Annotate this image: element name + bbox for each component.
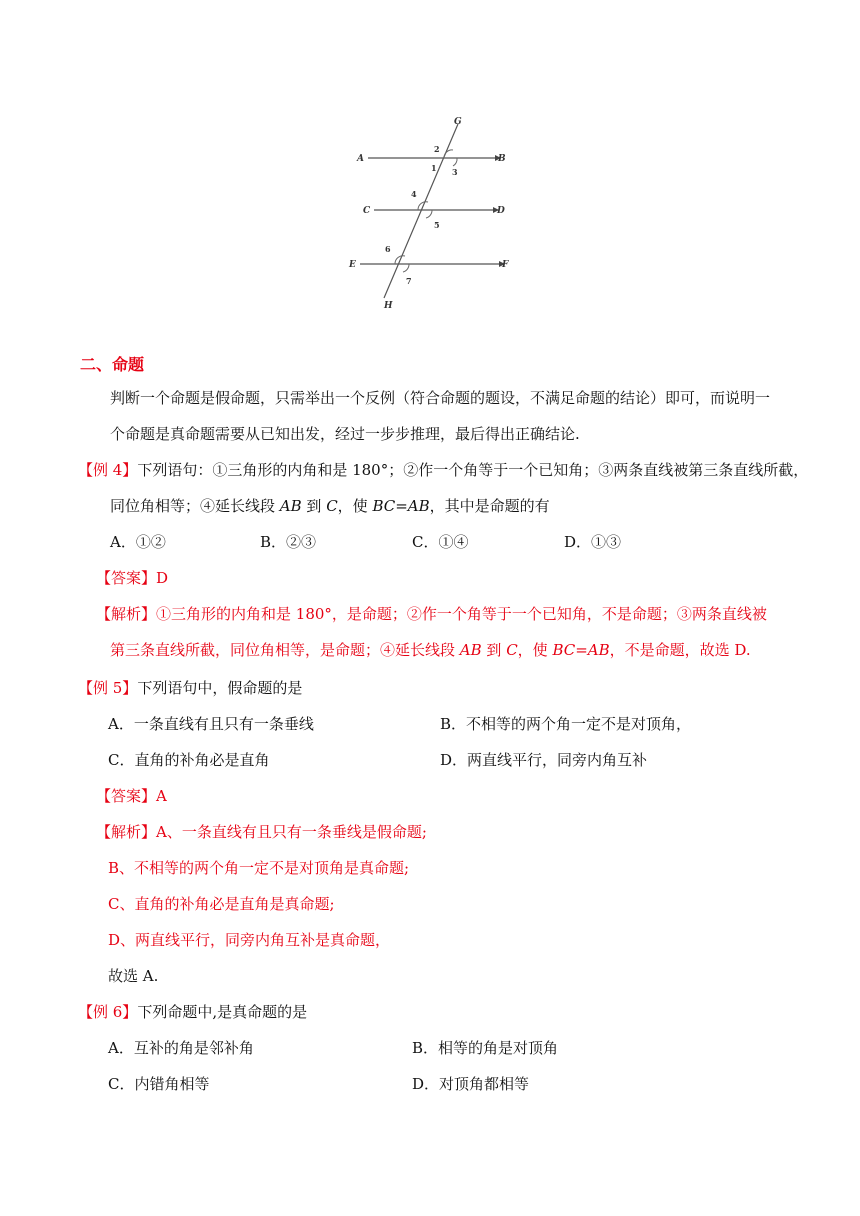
- analysis-tag: 【解析】: [96, 823, 157, 841]
- angle-arc-3: [453, 158, 457, 166]
- analysis-text: A、一条直线有且只有一条垂线是假命题;: [156, 823, 427, 841]
- intro-line-2: 个命题是真命题需要从已知出发，经过一步步推理，最后得出正确结论.: [110, 425, 580, 443]
- example-4-option-b: B．②③: [260, 533, 317, 551]
- example-6-option-a: A．互补的角是邻补角: [108, 1039, 254, 1057]
- example-4-q2-text-2: 到: [301, 497, 327, 515]
- point-label-a: A: [357, 154, 364, 164]
- example-5-conclusion: 故选 A.: [108, 967, 159, 985]
- point-label-c: C: [363, 206, 371, 216]
- example-5-analysis-line-3: C、直角的补角必是直角是真命题;: [108, 895, 335, 913]
- segment-ab: AB: [279, 497, 302, 515]
- example-6-q: 下列命题中,是真命题的是: [137, 1003, 308, 1021]
- example-4-question-line-2: [110, 496, 550, 516]
- angle-arc-7: [403, 264, 409, 272]
- segment-ab: AB: [459, 641, 482, 659]
- point-label-d: D: [497, 206, 505, 216]
- analysis-tag: 【解析】: [96, 605, 157, 623]
- example-6-question: [78, 1002, 307, 1022]
- section-heading: 二、命题: [80, 355, 145, 374]
- point-label-g: G: [454, 117, 462, 127]
- angle-label-2: 2: [434, 144, 440, 154]
- analysis-text-2: 第三条直线所截，同位角相等，是命题；④延长线段: [110, 641, 460, 659]
- example-5-option-d: D．两直线平行，同旁内角互补: [440, 751, 648, 769]
- angle-arc-5: [426, 210, 432, 218]
- answer-tag: 【答案】: [96, 569, 157, 587]
- example-4-option-a: A．①②: [110, 533, 166, 551]
- example-4-answer: [96, 568, 168, 588]
- angle-label-6: 6: [385, 244, 391, 254]
- example-4-analysis-line-2: [110, 640, 751, 660]
- point-label-f: F: [502, 260, 509, 270]
- example-5-question: [78, 678, 302, 698]
- example-5-q: 下列语句中，假命题的是: [137, 679, 303, 697]
- angle-label-4: 4: [411, 189, 417, 199]
- example-6-option-b: B．相等的角是对顶角: [412, 1039, 559, 1057]
- example-4-q2-text: 同位角相等；④延长线段: [110, 497, 280, 515]
- answer-value: D: [156, 569, 169, 587]
- parallel-lines-figure: [346, 112, 516, 308]
- point-c: C: [506, 641, 518, 659]
- analysis-text: ①三角形的内角和是 180°，是命题；②作一个角等于一个已知角，不是命题；③两条直线被: [156, 605, 767, 623]
- example-5-analysis-line-4: D、两直线平行，同旁内角互补是真命题，: [108, 931, 391, 949]
- angle-label-7: 7: [406, 276, 412, 286]
- example-5-answer: [96, 786, 167, 806]
- angle-label-3: 3: [452, 167, 458, 177]
- analysis-text-3: 到: [481, 641, 507, 659]
- answer-value: A: [156, 787, 167, 805]
- example-4-q2-text-4: ，其中是命题的有: [429, 497, 550, 515]
- example-4-q2-text-3: ，使: [337, 497, 373, 515]
- point-label-h: H: [384, 301, 393, 308]
- angle-arc-2: [444, 150, 453, 158]
- example-5-tag: 【例 5】: [78, 679, 138, 697]
- example-4-option-d: D．①③: [564, 533, 622, 551]
- example-5-analysis-line-2: B、不相等的两个角一定不是对顶角是真命题;: [108, 859, 410, 877]
- analysis-text-4: ，使: [517, 641, 553, 659]
- point-c: C: [326, 497, 338, 515]
- equation-bc-ab: BC=AB: [372, 497, 430, 515]
- example-4-option-c: C．①④: [412, 533, 469, 551]
- example-5-option-c: C．直角的补角必是直角: [108, 751, 270, 769]
- example-6-tag: 【例 6】: [78, 1003, 138, 1021]
- analysis-text-5: ，不是命题，故选 D.: [609, 641, 751, 659]
- example-6-option-c: C．内错角相等: [108, 1075, 210, 1093]
- answer-tag: 【答案】: [96, 787, 157, 805]
- example-4-tag: 【例 4】: [78, 461, 138, 479]
- example-4-question-line-1: [78, 460, 808, 480]
- example-4-analysis-line-1: [96, 604, 767, 624]
- angle-label-1: 1: [431, 163, 437, 173]
- example-5-analysis-line-1: [96, 822, 427, 842]
- example-5-option-b: B．不相等的两个角一定不是对顶角，: [440, 715, 692, 733]
- angle-label-5: 5: [434, 220, 440, 230]
- equation-bc-ab: BC=AB: [552, 641, 610, 659]
- intro-line-1: 判断一个命题是假命题，只需举出一个反例（符合命题的题设，不满足命题的结论）即可，而说明一: [110, 389, 771, 407]
- point-label-b: B: [498, 154, 506, 164]
- example-4-q1: 下列语句：①三角形的内角和是 180°；②作一个角等于一个已知角；③两条直线被第三条直线所截，: [137, 461, 809, 479]
- transversal-gh: [384, 124, 458, 298]
- example-5-option-a: A．一条直线有且只有一条垂线: [108, 715, 314, 733]
- parallel-lines-diagram: [346, 112, 516, 308]
- point-label-e: E: [349, 260, 356, 270]
- example-6-option-d: D．对顶角都相等: [412, 1075, 530, 1093]
